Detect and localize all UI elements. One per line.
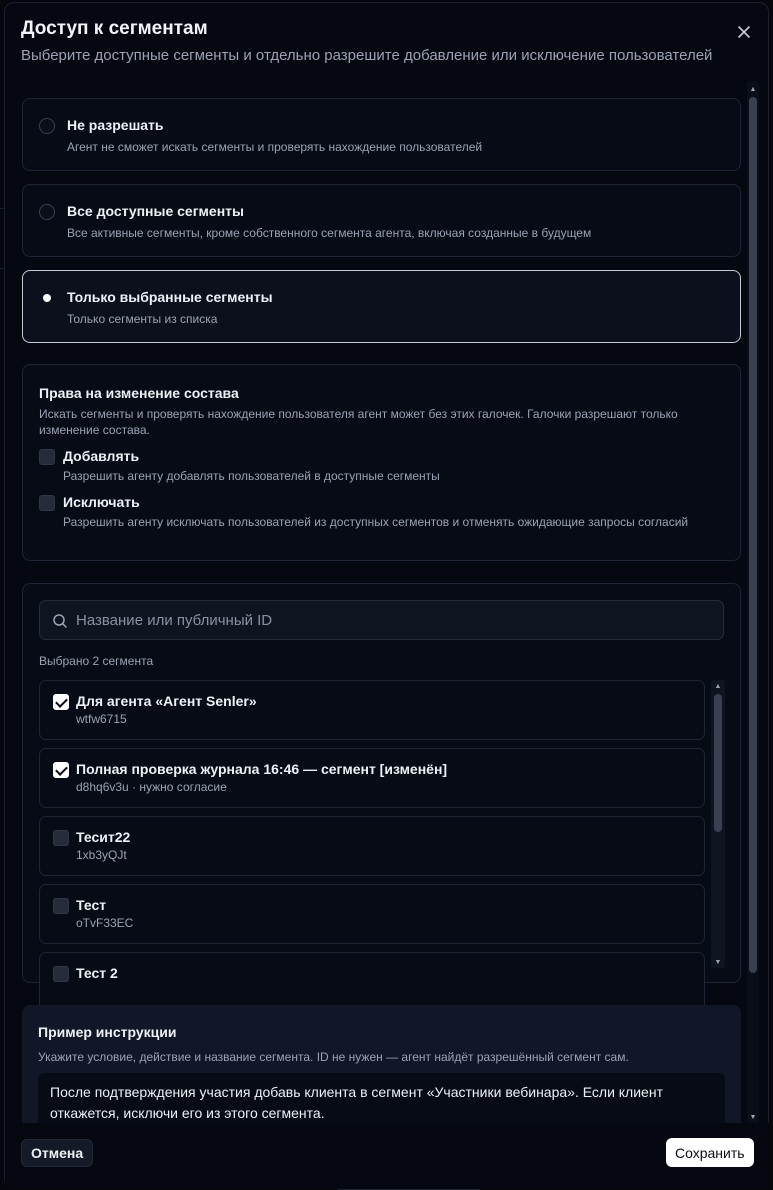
segment-name: Тест — [76, 897, 107, 913]
option-description: Агент не сможет искать сегменты и проверять нахождение пользователей — [67, 140, 483, 154]
segment-meta: 1xb3yQJt — [76, 848, 127, 862]
permissions-description: Искать сегменты и проверять нахождение пользователя агент может без этих галочек. Галочки разрешают только изменение состава. — [39, 407, 678, 437]
example-text: После подтверждения участия добавь клиента в сегмент «Участники вебинара». Если клиент откажется, исключи его из этого сегмента. — [38, 1073, 725, 1163]
remove-checkbox[interactable] — [39, 495, 55, 511]
segment-meta: d8hq6v3u · нужно согласие — [76, 780, 227, 794]
option-deny[interactable] — [22, 98, 741, 171]
save-button[interactable]: Сохранить — [666, 1138, 754, 1167]
option-title: Только выбранные сегменты — [67, 289, 273, 305]
add-description: Разрешить агенту добавлять пользователей в доступные сегменты — [63, 469, 440, 483]
segment-checkbox-checked[interactable] — [53, 762, 69, 778]
segment-name: Для агента «Агент Senler» — [76, 693, 257, 709]
option-selected-segments[interactable] — [22, 270, 741, 343]
option-description: Только сегменты из списка — [67, 312, 218, 326]
segment-checkbox[interactable] — [53, 966, 69, 982]
dialog-title: Доступ к сегментам — [21, 18, 208, 39]
dialog-scrollbar[interactable] — [747, 81, 759, 1125]
segment-item[interactable] — [39, 952, 705, 1012]
selected-count: Выбрано 2 сегмента — [39, 654, 154, 668]
segment-meta: wtfw6715 — [76, 712, 127, 726]
segment-list[interactable] — [39, 680, 707, 981]
segment-item[interactable] — [39, 884, 705, 944]
option-title: Не разрешать — [67, 117, 164, 133]
segment-name: Тест 2 — [76, 965, 118, 981]
close-icon — [738, 26, 750, 38]
permissions-panel — [22, 364, 741, 561]
segment-picker — [22, 583, 741, 983]
segment-access-dialog — [4, 2, 769, 1188]
option-description: Все активные сегменты, кроме собственного сегмента агента, включая созданные в будущем — [67, 226, 592, 240]
option-all-segments[interactable] — [22, 184, 741, 257]
scroll-down-icon[interactable]: ▼ — [749, 1113, 757, 1121]
radio-button[interactable] — [39, 204, 55, 220]
segment-item[interactable] — [39, 748, 705, 808]
remove-label[interactable]: Исключать — [63, 494, 140, 510]
dialog-footer — [5, 1123, 770, 1189]
add-checkbox[interactable] — [39, 449, 55, 465]
example-title: Пример инструкции — [38, 1024, 177, 1040]
close-button[interactable] — [733, 21, 755, 43]
example-description: Укажите условие, действие и название сегмента. ID не нужен — агент найдёт разрешённый сегмент сам. — [38, 1050, 629, 1064]
segment-checkbox[interactable] — [53, 830, 69, 846]
segment-meta: oTvF33EC — [76, 916, 134, 930]
search-input[interactable] — [76, 601, 716, 639]
segment-item[interactable] — [39, 680, 705, 740]
dialog-subtitle: Выберите доступные сегменты и отдельно разрешите добавление или исключение пользователей — [21, 47, 713, 64]
scrollbar-thumb[interactable] — [714, 694, 722, 832]
dialog-body[interactable] — [5, 81, 770, 1123]
scroll-up-icon[interactable]: ▲ — [714, 682, 722, 690]
segment-checkbox[interactable] — [53, 898, 69, 914]
segment-list-scrollbar[interactable] — [711, 680, 725, 968]
radio-button[interactable] — [39, 118, 55, 134]
cancel-button[interactable]: Отмена — [21, 1139, 93, 1167]
segment-name: Полная проверка журнала 16:46 — сегмент [изменён] — [76, 761, 448, 777]
add-label[interactable]: Добавлять — [63, 448, 140, 464]
scrollbar-thumb[interactable] — [749, 97, 757, 973]
scroll-up-icon[interactable]: ▲ — [749, 85, 757, 93]
segment-item[interactable] — [39, 816, 705, 876]
scroll-down-icon[interactable]: ▼ — [714, 958, 722, 966]
segment-checkbox-checked[interactable] — [53, 694, 69, 710]
remove-description: Разрешить агенту исключать пользователей из доступных сегментов и отменять ожидающие запросы согласий — [63, 515, 689, 529]
segment-name: Тесит22 — [76, 829, 131, 845]
search-icon — [52, 613, 68, 629]
option-title: Все доступные сегменты — [67, 203, 244, 219]
radio-button-selected[interactable] — [39, 290, 55, 306]
search-box[interactable] — [39, 600, 724, 640]
permissions-title: Права на изменение состава — [39, 385, 239, 401]
